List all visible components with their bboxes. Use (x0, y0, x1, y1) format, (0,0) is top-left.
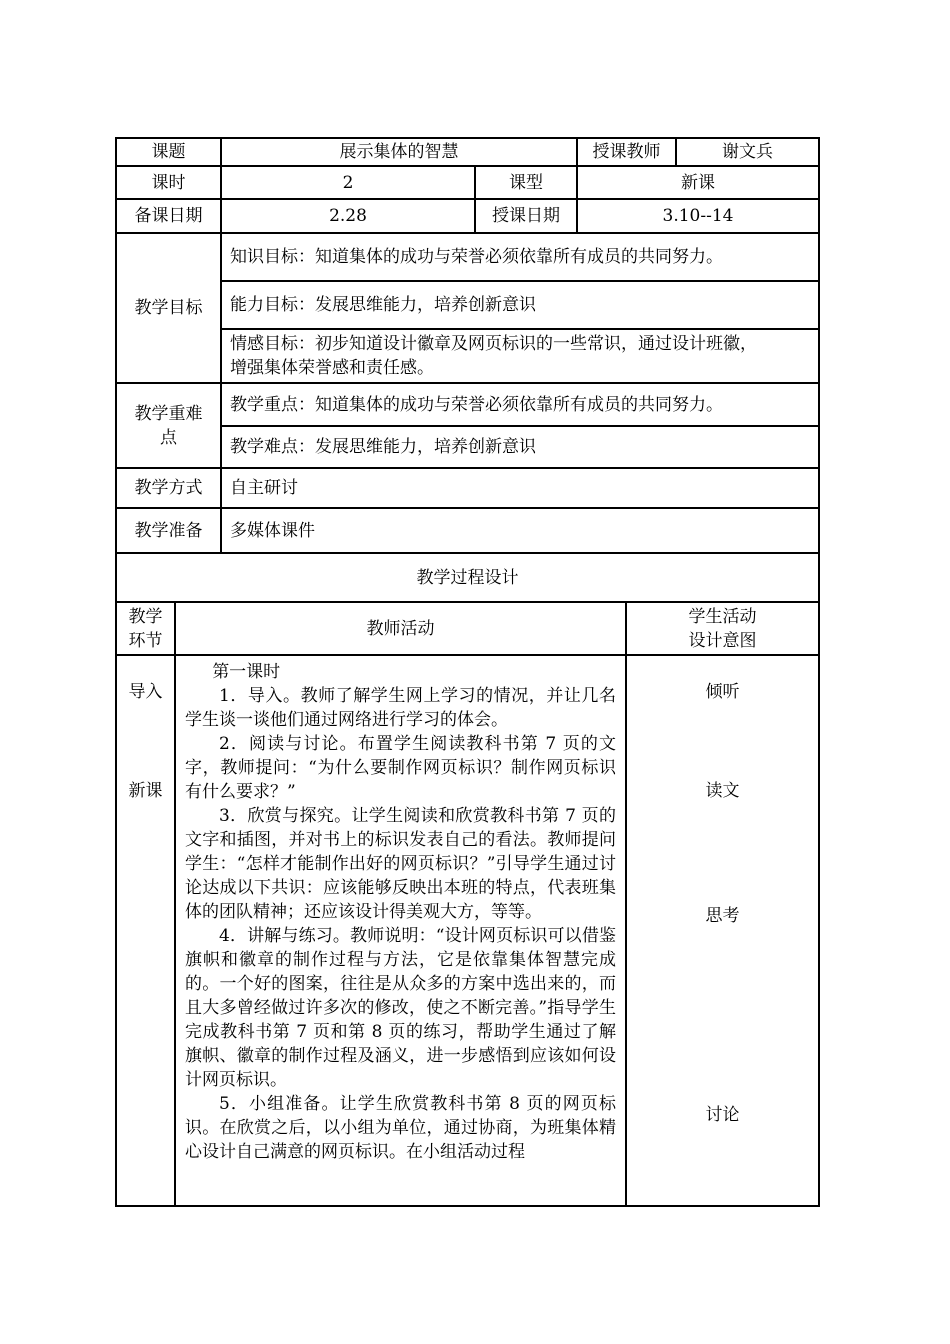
teach-date-label: 授课日期 (475, 199, 577, 233)
keypoints-label-line1: 教学重难 (134, 403, 203, 424)
prep-date-label: 备课日期 (116, 199, 221, 233)
hours-row (116, 166, 819, 199)
keypoint-difficult: 教学难点：发展思维能力，培养创新意识 (221, 426, 819, 468)
col-student-header-line2: 设计意图 (688, 630, 757, 651)
student-activity-listen: 倾听 (705, 682, 740, 702)
process-header-row (116, 602, 819, 655)
keypoints-label-line2: 点 (160, 427, 177, 448)
method-label: 教学方式 (116, 468, 221, 508)
col-stage-header-line1: 教学 (128, 606, 163, 627)
col-stage-header (116, 602, 175, 655)
type-label: 课型 (475, 166, 577, 199)
col-teacher-header: 教师活动 (175, 602, 626, 655)
keypoint-key: 教学重点：知道集体的成功与荣誉必须依靠所有成员的共同努力。 (221, 383, 819, 426)
goal-emotion-line1: 情感目标：初步知道设计徽章及网页标识的一些常识，通过设计班徽， (230, 334, 757, 354)
col-student-header (626, 602, 819, 655)
goal-emotion (221, 329, 819, 383)
preparation-value: 多媒体课件 (221, 508, 819, 553)
teacher-activity-cell (175, 655, 626, 1206)
goal-knowledge: 知识目标：知道集体的成功与荣誉必须依靠所有成员的共同努力。 (221, 233, 819, 281)
student-activity-discuss: 讨论 (705, 1105, 740, 1125)
lesson-info-table (115, 137, 820, 603)
topic-label: 课题 (116, 138, 221, 166)
teacher-label: 授课教师 (577, 138, 676, 166)
prep-date-value: 2.28 (221, 199, 475, 233)
student-activity-cell (626, 655, 819, 1206)
goals-label: 教学目标 (116, 233, 221, 383)
goal-emotion-row (116, 329, 819, 383)
teacher-value: 谢文兵 (676, 138, 819, 166)
teacher-para-1: 1．导入。教师了解学生网上学习的情况，并让几名学生谈一谈他们通过网络进行学习的体会。 (185, 686, 616, 730)
topic-value: 展示集体的智慧 (221, 138, 577, 166)
stage-new-lesson: 新课 (128, 781, 163, 801)
process-body-row (116, 655, 819, 1206)
student-activity-read: 读文 (705, 781, 740, 801)
goal-ability: 能力目标：发展思维能力，培养创新意识 (221, 281, 819, 329)
keypoints-label (116, 383, 221, 468)
stage-intro: 导入 (128, 682, 163, 702)
hours-label: 课时 (116, 166, 221, 199)
process-table (115, 601, 820, 1207)
col-student-header-line1: 学生活动 (688, 606, 757, 627)
teacher-para-2: 2．阅读与讨论。布置学生阅读教科书第 7 页的文字，教师提问：“为什么要制作网页标识？制作网页标识有什么要求？” (185, 734, 616, 802)
method-row (116, 468, 819, 508)
teacher-para-0: 第一课时 (212, 662, 281, 682)
goal-knowledge-row (116, 233, 819, 281)
teacher-para-5: 5．小组准备。让学生欣赏教科书第 8 页的网页标识。在欣赏之后，以小组为单位，通过协商，为班集体精心设计自己满意的网页标识。在小组活动过程 (185, 1094, 616, 1162)
process-title-row (116, 553, 819, 602)
method-value: 自主研讨 (221, 468, 819, 508)
teach-date-value: 3.10--14 (577, 199, 819, 233)
keypoint-row (116, 383, 819, 426)
goal-emotion-line2: 增强集体荣誉感和责任感。 (230, 358, 434, 378)
difficult-row (116, 426, 819, 468)
preparation-label: 教学准备 (116, 508, 221, 553)
date-row (116, 199, 819, 233)
process-title: 教学过程设计 (116, 553, 819, 602)
stage-cell (116, 655, 175, 1206)
type-value: 新课 (577, 166, 819, 199)
preparation-row (116, 508, 819, 553)
teacher-para-3: 3．欣赏与探究。让学生阅读和欣赏教科书第 7 页的文字和插图，并对书上的标识发表自己的看法。教师提问学生：“怎样才能制作出好的网页标识？”引导学生通过讨论达成以下共识：应该能够反映出本班的特点，代表班集体的团队精神；还应该设计得美观大方，等等。 (185, 806, 616, 922)
hours-value: 2 (221, 166, 475, 199)
col-stage-header-line2: 环节 (128, 630, 163, 651)
student-activity-think: 思考 (705, 906, 740, 926)
topic-row (116, 138, 819, 166)
teacher-para-4: 4．讲解与练习。教师说明：“设计网页标识可以借鉴旗帜和徽章的制作过程与方法，它是依靠集体智慧完成的。一个好的图案，往往是从众多的方案中选出来的，而且大多曾经做过许多次的修改，使之不断完善。”指导学生完成教科书第 7 页和第 8 页的练习，帮助学生通过了解旗帜、徽章的制作过程及涵义，进一步感悟到应该如何设计网页标识。 (185, 926, 616, 1090)
goal-ability-row (116, 281, 819, 329)
